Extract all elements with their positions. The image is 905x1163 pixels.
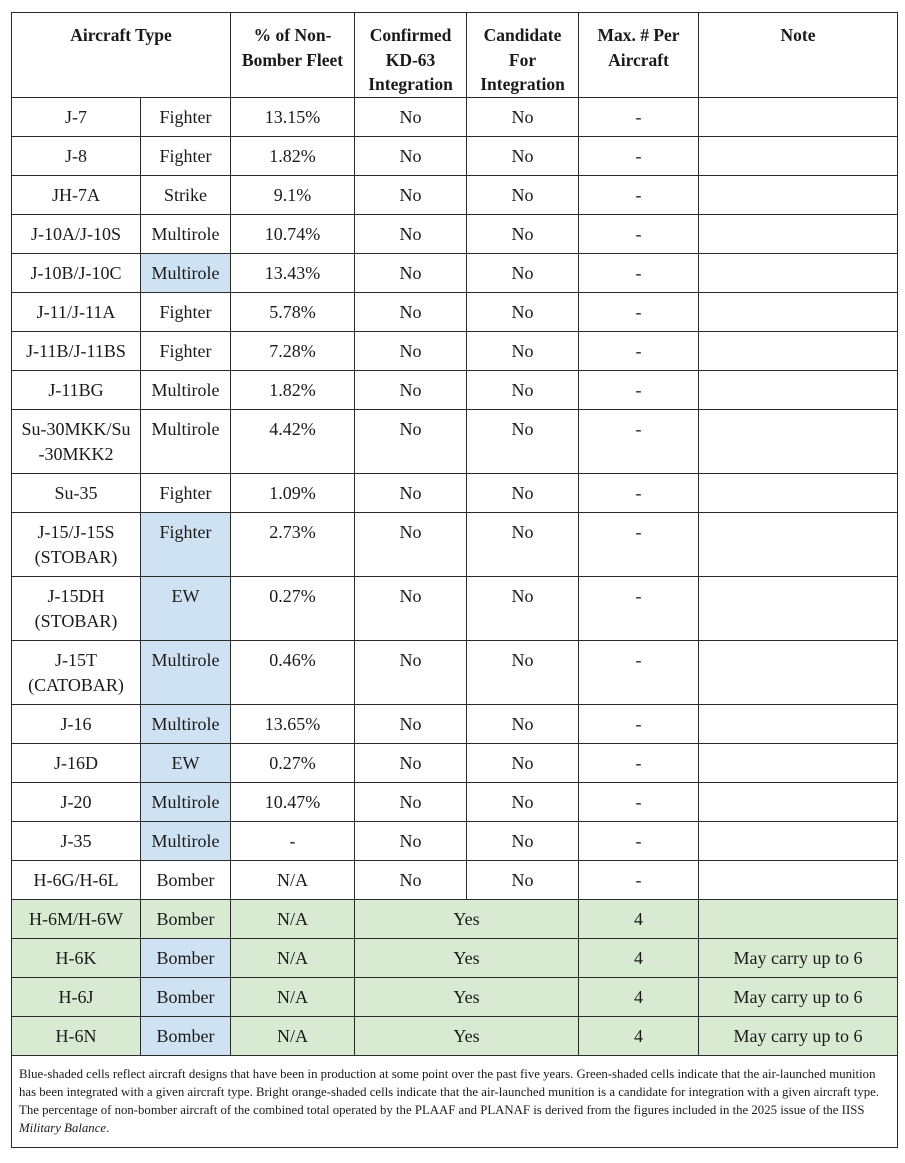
pct-cell: 2.73% <box>231 512 355 576</box>
footnote-text: Blue-shaded cells reflect aircraft designs that have been in production at some point over the past five years. Green-shaded cells indicate that the air-launched munition has been integrated with a given aircraft type. Bright orange-shaded cells indicate that the air-launched munition is a candidate for integration with a given aircraft type. The percentage of non-bomber aircraft of the combined total operated by the PLAAF and PLANAF is derived from the figures included in the 2025 issue of the IISS <box>19 1066 880 1117</box>
table-row <box>12 977 898 1016</box>
aircraft-cell: J-10B/J-10C <box>12 253 141 292</box>
role-cell: EW <box>141 576 231 640</box>
confirmed-cell: No <box>355 136 467 175</box>
role-cell: Fighter <box>141 292 231 331</box>
pct-cell: 13.65% <box>231 704 355 743</box>
header-row <box>12 13 898 98</box>
footnote-end: . <box>106 1120 110 1135</box>
note-cell <box>699 136 898 175</box>
candidate-cell: No <box>467 331 579 370</box>
aircraft-cell: H-6G/H-6L <box>12 860 141 899</box>
aircraft-cell: J-20 <box>12 782 141 821</box>
table-row <box>12 821 898 860</box>
confirmed-cell: No <box>355 860 467 899</box>
pct-cell: N/A <box>231 860 355 899</box>
table-row <box>12 938 898 977</box>
pct-cell: 13.15% <box>231 97 355 136</box>
aircraft-cell: H-6J <box>12 977 141 1016</box>
note-cell <box>699 175 898 214</box>
aircraft-cell: J-16 <box>12 704 141 743</box>
note-cell <box>699 640 898 704</box>
header-aircraft-type: Aircraft Type <box>12 13 231 98</box>
pct-cell: 1.82% <box>231 136 355 175</box>
candidate-cell: No <box>467 214 579 253</box>
table-row <box>12 743 898 782</box>
max-cell: - <box>579 97 699 136</box>
note-cell <box>699 370 898 409</box>
pct-cell: N/A <box>231 977 355 1016</box>
max-cell: - <box>579 512 699 576</box>
max-cell: - <box>579 175 699 214</box>
pct-cell: - <box>231 821 355 860</box>
header-pct-fleet: % of Non-Bomber Fleet <box>231 13 355 98</box>
max-cell: 4 <box>579 899 699 938</box>
aircraft-line-1: J-15/J-15S <box>37 521 115 542</box>
aircraft-cell: H-6M/H-6W <box>12 899 141 938</box>
max-cell: - <box>579 704 699 743</box>
note-cell <box>699 97 898 136</box>
table-row <box>12 370 898 409</box>
pct-cell: N/A <box>231 899 355 938</box>
role-cell: Multirole <box>141 782 231 821</box>
role-cell: Multirole <box>141 409 231 473</box>
integration-cell: Yes <box>355 977 579 1016</box>
role-cell: Bomber <box>141 860 231 899</box>
table-row <box>12 473 898 512</box>
table-row <box>12 292 898 331</box>
aircraft-cell: J-16D <box>12 743 141 782</box>
note-cell: May carry up to 6 <box>699 1016 898 1055</box>
candidate-cell: No <box>467 821 579 860</box>
aircraft-cell: J-35 <box>12 821 141 860</box>
aircraft-line-1: Su-30MKK/Su <box>21 418 131 439</box>
aircraft-cell: J-7 <box>12 97 141 136</box>
aircraft-cell: J-8 <box>12 136 141 175</box>
confirmed-cell: No <box>355 331 467 370</box>
confirmed-cell: No <box>355 409 467 473</box>
table-row <box>12 97 898 136</box>
role-cell: Multirole <box>141 370 231 409</box>
header-candidate: Candidate For Integration <box>467 13 579 98</box>
candidate-cell: No <box>467 409 579 473</box>
aircraft-line-1: J-15DH <box>47 585 105 606</box>
role-cell: Strike <box>141 175 231 214</box>
candidate-cell: No <box>467 704 579 743</box>
note-cell <box>699 782 898 821</box>
note-cell: May carry up to 6 <box>699 977 898 1016</box>
max-cell: 4 <box>579 938 699 977</box>
aircraft-cell: J-10A/J-10S <box>12 214 141 253</box>
note-cell <box>699 292 898 331</box>
table-row <box>12 253 898 292</box>
max-cell: - <box>579 576 699 640</box>
table-row <box>12 214 898 253</box>
aircraft-cell: Su-35 <box>12 473 141 512</box>
footnote <box>12 1055 898 1147</box>
candidate-cell: No <box>467 860 579 899</box>
confirmed-cell: No <box>355 640 467 704</box>
integration-cell: Yes <box>355 899 579 938</box>
note-cell <box>699 899 898 938</box>
max-cell: 4 <box>579 1016 699 1055</box>
note-cell <box>699 821 898 860</box>
max-cell: - <box>579 821 699 860</box>
table-row <box>12 512 898 576</box>
table-row <box>12 899 898 938</box>
pct-cell: 0.27% <box>231 576 355 640</box>
candidate-cell: No <box>467 175 579 214</box>
max-cell: - <box>579 370 699 409</box>
aircraft-line-2: (CATOBAR) <box>28 674 124 695</box>
max-cell: - <box>579 136 699 175</box>
aircraft-cell: JH-7A <box>12 175 141 214</box>
confirmed-cell: No <box>355 782 467 821</box>
pct-cell: 0.27% <box>231 743 355 782</box>
aircraft-cell <box>12 512 141 576</box>
note-cell <box>699 743 898 782</box>
role-cell: Multirole <box>141 704 231 743</box>
role-cell: Bomber <box>141 938 231 977</box>
pct-cell: 13.43% <box>231 253 355 292</box>
note-cell <box>699 860 898 899</box>
role-cell: Bomber <box>141 1016 231 1055</box>
confirmed-cell: No <box>355 253 467 292</box>
candidate-cell: No <box>467 782 579 821</box>
integration-cell: Yes <box>355 938 579 977</box>
table-row <box>12 409 898 473</box>
confirmed-cell: No <box>355 512 467 576</box>
candidate-cell: No <box>467 640 579 704</box>
candidate-cell: No <box>467 743 579 782</box>
header-note: Note <box>699 13 898 98</box>
confirmed-cell: No <box>355 97 467 136</box>
candidate-cell: No <box>467 370 579 409</box>
aircraft-line-1: J-15T <box>55 649 97 670</box>
aircraft-cell <box>12 409 141 473</box>
table-row <box>12 175 898 214</box>
header-confirmed: Confirmed KD-63 Integration <box>355 13 467 98</box>
role-cell: Multirole <box>141 214 231 253</box>
table-row <box>12 1016 898 1055</box>
pct-cell: 7.28% <box>231 331 355 370</box>
table-row <box>12 782 898 821</box>
pct-cell: 0.46% <box>231 640 355 704</box>
role-cell: EW <box>141 743 231 782</box>
note-cell: May carry up to 6 <box>699 938 898 977</box>
integration-cell: Yes <box>355 1016 579 1055</box>
role-cell: Bomber <box>141 899 231 938</box>
candidate-cell: No <box>467 136 579 175</box>
footnote-row <box>12 1055 898 1147</box>
pct-cell: 1.09% <box>231 473 355 512</box>
confirmed-cell: No <box>355 214 467 253</box>
role-cell: Fighter <box>141 512 231 576</box>
note-cell <box>699 214 898 253</box>
max-cell: - <box>579 782 699 821</box>
candidate-cell: No <box>467 473 579 512</box>
confirmed-cell: No <box>355 175 467 214</box>
table-row <box>12 704 898 743</box>
max-cell: - <box>579 473 699 512</box>
role-cell: Bomber <box>141 977 231 1016</box>
aircraft-cell: H-6N <box>12 1016 141 1055</box>
confirmed-cell: No <box>355 292 467 331</box>
pct-cell: 4.42% <box>231 409 355 473</box>
pct-cell: N/A <box>231 938 355 977</box>
note-cell <box>699 576 898 640</box>
candidate-cell: No <box>467 512 579 576</box>
max-cell: - <box>579 331 699 370</box>
pct-cell: 1.82% <box>231 370 355 409</box>
confirmed-cell: No <box>355 473 467 512</box>
max-cell: - <box>579 860 699 899</box>
role-cell: Multirole <box>141 253 231 292</box>
note-cell <box>699 409 898 473</box>
max-cell: 4 <box>579 977 699 1016</box>
role-cell: Multirole <box>141 640 231 704</box>
aircraft-cell: J-11/J-11A <box>12 292 141 331</box>
max-cell: - <box>579 640 699 704</box>
role-cell: Fighter <box>141 331 231 370</box>
candidate-cell: No <box>467 97 579 136</box>
max-cell: - <box>579 292 699 331</box>
role-cell: Fighter <box>141 473 231 512</box>
aircraft-cell: J-11BG <box>12 370 141 409</box>
note-cell <box>699 704 898 743</box>
aircraft-line-2: -30MKK2 <box>38 443 114 464</box>
role-cell: Fighter <box>141 136 231 175</box>
table-row <box>12 640 898 704</box>
note-cell <box>699 253 898 292</box>
note-cell <box>699 473 898 512</box>
pct-cell: 5.78% <box>231 292 355 331</box>
role-cell: Fighter <box>141 97 231 136</box>
header-max-per: Max. # Per Aircraft <box>579 13 699 98</box>
candidate-cell: No <box>467 292 579 331</box>
confirmed-cell: No <box>355 704 467 743</box>
kd63-integration-table <box>11 12 898 1148</box>
max-cell: - <box>579 214 699 253</box>
aircraft-line-2: (STOBAR) <box>34 610 118 631</box>
confirmed-cell: No <box>355 576 467 640</box>
max-cell: - <box>579 743 699 782</box>
table-row <box>12 136 898 175</box>
pct-cell: 9.1% <box>231 175 355 214</box>
max-cell: - <box>579 409 699 473</box>
pct-cell: 10.74% <box>231 214 355 253</box>
confirmed-cell: No <box>355 821 467 860</box>
aircraft-cell <box>12 576 141 640</box>
confirmed-cell: No <box>355 743 467 782</box>
aircraft-cell: J-11B/J-11BS <box>12 331 141 370</box>
max-cell: - <box>579 253 699 292</box>
role-cell: Multirole <box>141 821 231 860</box>
note-cell <box>699 331 898 370</box>
candidate-cell: No <box>467 253 579 292</box>
pct-cell: N/A <box>231 1016 355 1055</box>
table-container <box>11 12 897 1148</box>
table-row <box>12 576 898 640</box>
aircraft-line-2: (STOBAR) <box>34 546 118 567</box>
note-cell <box>699 512 898 576</box>
table-row <box>12 331 898 370</box>
pct-cell: 10.47% <box>231 782 355 821</box>
table-row <box>12 860 898 899</box>
aircraft-cell: H-6K <box>12 938 141 977</box>
confirmed-cell: No <box>355 370 467 409</box>
footnote-source-title: Military Balance <box>19 1120 107 1135</box>
aircraft-cell <box>12 640 141 704</box>
candidate-cell: No <box>467 576 579 640</box>
